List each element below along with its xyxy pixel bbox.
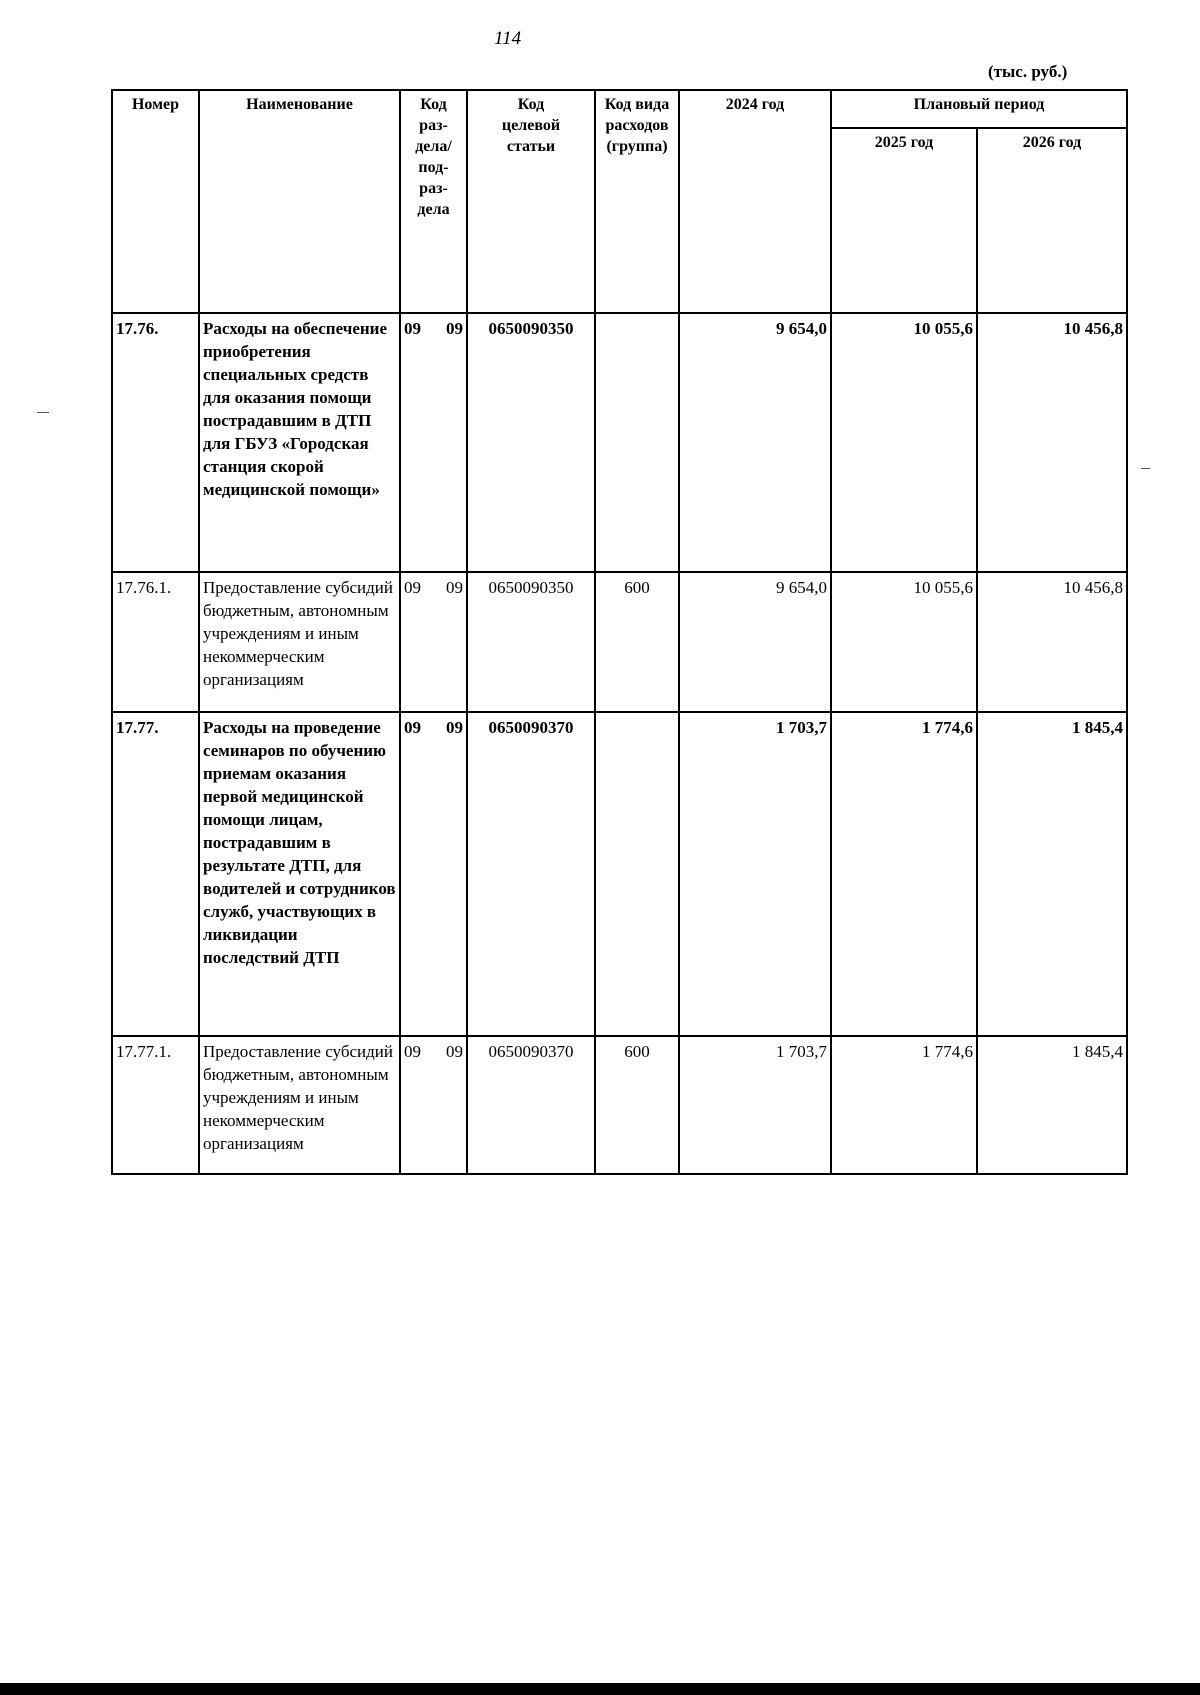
row-subsection: 09 [446,718,463,737]
row-expense-type: 600 [595,1036,679,1174]
row-expense-type: 600 [595,572,679,712]
row-section: 09 [404,718,421,737]
table-row [112,572,1127,712]
budget-table [111,89,1128,1175]
margin-mark-right [1141,468,1150,469]
row-expense-type [595,313,679,572]
header-section-code: Код раз-дела/ под-раз-дела [400,90,467,313]
row-section-code [400,712,467,1036]
row-value-2026: 10 456,8 [977,572,1127,712]
row-subsection: 09 [446,578,463,597]
header-expense-type: Код вида расходов (группа) [595,90,679,313]
page-number: 114 [494,28,522,49]
row-name: Расходы на обеспечение приобретения специальных средств для оказания помощи пострадавшим в ДТП для ГБУЗ «Городская станция скорой медицинской помощи» [199,313,400,572]
row-section-code [400,1036,467,1174]
row-number: 17.77.1. [112,1036,199,1174]
header-plan-period: Плановый период [831,90,1127,128]
row-section: 09 [404,578,421,597]
header-name: Наименование [199,90,400,313]
header-target-code: Код целевой статьи [467,90,595,313]
row-value-2026: 1 845,4 [977,712,1127,1036]
scan-border-bottom [0,1683,1200,1695]
row-value-2025: 10 055,6 [831,572,977,712]
row-section-code [400,572,467,712]
row-value-2025: 10 055,6 [831,313,977,572]
header-year-2026: 2026 год [977,128,1127,313]
row-name: Расходы на проведение семинаров по обучению приемам оказания первой медицинской помощи лицам, пострадавшим в результате ДТП, для водителей и сотрудников служб, участвующих в ликвидации последствий ДТП [199,712,400,1036]
margin-mark-left [37,412,49,413]
units-label: (тыс. руб.) [988,62,1068,81]
row-value-2024: 1 703,7 [679,1036,831,1174]
row-target-code: 0650090370 [467,712,595,1036]
row-value-2024: 9 654,0 [679,572,831,712]
header-year-2024: 2024 год [679,90,831,313]
row-target-code: 0650090350 [467,572,595,712]
row-value-2024: 1 703,7 [679,712,831,1036]
header-number: Номер [112,90,199,313]
row-name: Предоставление субсидий бюджетным, автономным учреждениям и иным некоммерческим организациям [199,1036,400,1174]
row-section: 09 [404,319,421,338]
row-value-2026: 1 845,4 [977,1036,1127,1174]
row-number: 17.77. [112,712,199,1036]
row-expense-type [595,712,679,1036]
table-row [112,712,1127,1036]
row-value-2026: 10 456,8 [977,313,1127,572]
row-section-code [400,313,467,572]
row-subsection: 09 [446,319,463,338]
row-number: 17.76. [112,313,199,572]
header-year-2025: 2025 год [831,128,977,313]
row-value-2024: 9 654,0 [679,313,831,572]
header-row-1 [112,90,1127,128]
row-target-code: 0650090370 [467,1036,595,1174]
row-name: Предоставление субсидий бюджетным, автономным учреждениям и иным некоммерческим организациям [199,572,400,712]
row-value-2025: 1 774,6 [831,1036,977,1174]
table-row [112,1036,1127,1174]
table-row [112,313,1127,572]
row-value-2025: 1 774,6 [831,712,977,1036]
row-subsection: 09 [446,1042,463,1061]
row-target-code: 0650090350 [467,313,595,572]
row-number: 17.76.1. [112,572,199,712]
row-section: 09 [404,1042,421,1061]
